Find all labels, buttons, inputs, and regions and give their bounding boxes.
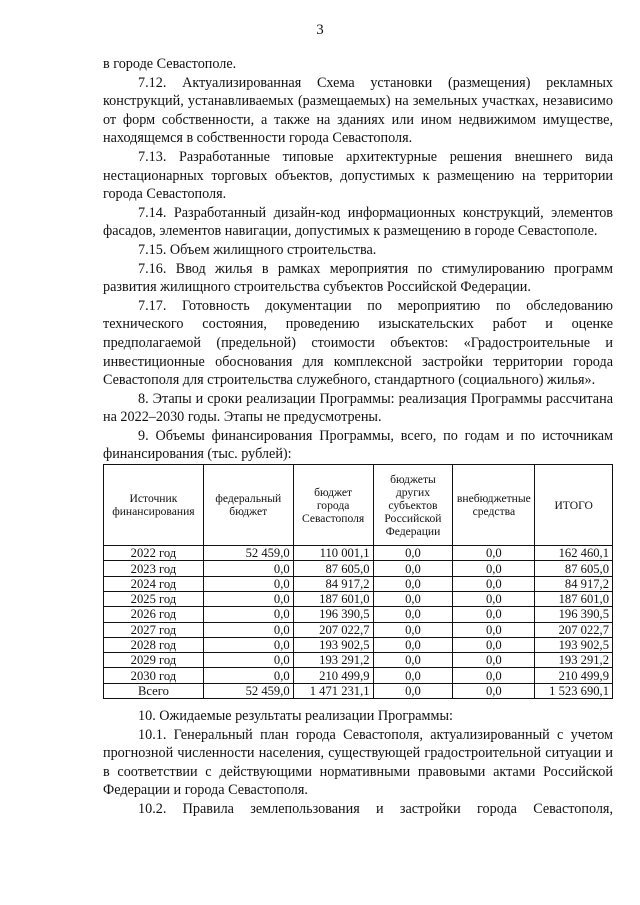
table-cell: 110 001,1 [293, 546, 373, 561]
table-cell: 187 601,0 [535, 591, 613, 606]
table-cell: 1 523 690,1 [535, 683, 613, 698]
table-cell: 0,0 [453, 607, 535, 622]
table-cell: 187 601,0 [293, 591, 373, 606]
table-cell: 0,0 [453, 683, 535, 698]
paragraph-8: 8. Этапы и сроки реализации Программы: реализация Программы рассчитана на 2022–2030 годы. Этапы не предусмотрены. [103, 390, 613, 426]
table-cell: 210 499,9 [293, 668, 373, 683]
table-cell: 196 390,5 [535, 607, 613, 622]
table-cell: 52 459,0 [203, 546, 293, 561]
table-row [104, 668, 613, 683]
paragraph-10: 10. Ожидаемые результаты реализации Программы: [138, 708, 453, 725]
table-cell: 0,0 [373, 637, 453, 652]
table-cell: 0,0 [453, 576, 535, 591]
table-cell: 0,0 [373, 561, 453, 576]
financing-table [103, 464, 613, 699]
table-row-label: 2027 год [104, 622, 204, 637]
table-cell: 0,0 [203, 622, 293, 637]
table-cell: 0,0 [203, 653, 293, 668]
table-row-label: 2029 год [104, 653, 204, 668]
table-row-label: 2022 год [104, 546, 204, 561]
table-cell: 0,0 [453, 637, 535, 652]
paragraph-7-12: 7.12. Актуализированная Схема установки (размещения) рекламных конструкций, устанавливаемых (размещаемых) на земельных участках, независимо от форм собственности, а также на зданиях или ином недвижимом имуществе, находящемся в собственности города Севастополя. [103, 74, 613, 147]
table-cell: 0,0 [453, 622, 535, 637]
table-header-cell: ИТОГО [535, 465, 613, 546]
table-cell: 162 460,1 [535, 546, 613, 561]
table-cell: 87 605,0 [535, 561, 613, 576]
table-cell: 196 390,5 [293, 607, 373, 622]
paragraph-7-13: 7.13. Разработанные типовые архитектурные решения внешнего вида нестационарных торговых объектов, допустимых к размещению на территории города Севастополя. [103, 148, 613, 203]
table-cell: 84 917,2 [535, 576, 613, 591]
table-cell: 0,0 [373, 653, 453, 668]
table-cell: 0,0 [373, 546, 453, 561]
table-cell: 84 917,2 [293, 576, 373, 591]
table-cell: 0,0 [453, 653, 535, 668]
table-row-label: 2026 год [104, 607, 204, 622]
table-cell: 0,0 [373, 576, 453, 591]
document-body [103, 55, 613, 819]
table-row [104, 637, 613, 652]
page-number: 3 [316, 22, 324, 38]
table-cell: 0,0 [373, 607, 453, 622]
paragraph-9: 9. Объемы финансирования Программы, всего, по годам и по источникам финансирования (тыс. рублей): [103, 427, 613, 463]
table-row-label: 2025 год [104, 591, 204, 606]
paragraph-7-15: 7.15. Объем жилищного строительства. [138, 241, 377, 258]
table-row-label: 2024 год [104, 576, 204, 591]
paragraph-7-14: 7.14. Разработанный дизайн-код информационных конструкций, элементов фасадов, элементов навигации, допустимых к размещению в городе Севастополе. [103, 204, 613, 240]
table-row [104, 653, 613, 668]
table-row [104, 576, 613, 591]
table-row [104, 591, 613, 606]
table-cell: 0,0 [203, 607, 293, 622]
table-header-cell: бюджет города Севастополя [293, 465, 373, 546]
paragraph-10-2: 10.2. Правила землепользования и застройки города Севастополя, [138, 801, 613, 817]
table-row [104, 546, 613, 561]
paragraph-10-1: 10.1. Генеральный план города Севастополя, актуализированный с учетом прогнозной численности населения, существующей градостроительной ситуации и в соответствии с действующими нормативными правовыми актами Российской Федерации и города Севастополя. [103, 726, 613, 799]
table-cell: 0,0 [203, 561, 293, 576]
table-row-label: Всего [104, 683, 204, 698]
table-cell: 193 291,2 [535, 653, 613, 668]
table-header-cell: бюджеты других субъектов Российской Федерации [373, 465, 453, 546]
table-cell: 207 022,7 [293, 622, 373, 637]
paragraph-7-17: 7.17. Готовность документации по мероприятию по обследованию технического состояния, проведению изыскательских работ и оценке предполагаемой (предельной) стоимости объектов: «Градостроительные и инвестиционные обоснования для комплексной застройки территории города Севастополя для строительства служебного, стандартного (социального) жилья». [103, 297, 613, 389]
paragraph-7-16: 7.16. Ввод жилья в рамках мероприятия по стимулированию программ развития жилищного строительства субъектов Российской Федерации. [103, 260, 613, 296]
table-cell: 207 022,7 [535, 622, 613, 637]
table-cell: 193 902,5 [293, 637, 373, 652]
table-cell: 0,0 [373, 668, 453, 683]
table-row-label: 2030 год [104, 668, 204, 683]
table-header-cell: федеральный бюджет [203, 465, 293, 546]
table-row [104, 561, 613, 576]
table-cell: 0,0 [453, 561, 535, 576]
table-cell: 1 471 231,1 [293, 683, 373, 698]
table-cell: 0,0 [203, 637, 293, 652]
table-cell: 210 499,9 [535, 668, 613, 683]
table-cell: 0,0 [203, 591, 293, 606]
table-row [104, 683, 613, 698]
table-cell: 0,0 [373, 683, 453, 698]
table-row-label: 2028 год [104, 637, 204, 652]
table-cell: 0,0 [203, 576, 293, 591]
table-cell: 0,0 [453, 591, 535, 606]
table-cell: 0,0 [373, 622, 453, 637]
table-cell: 193 902,5 [535, 637, 613, 652]
table-cell: 193 291,2 [293, 653, 373, 668]
table-header-cell: внебюджетные средства [453, 465, 535, 546]
table-header-cell: Источник финансирования [104, 465, 204, 546]
table-row [104, 607, 613, 622]
table-cell: 0,0 [453, 546, 535, 561]
table-header-row [104, 465, 613, 546]
table-row [104, 622, 613, 637]
table-row-label: 2023 год [104, 561, 204, 576]
paragraph-continuation: в городе Севастополе. [103, 56, 237, 72]
table-cell: 52 459,0 [203, 683, 293, 698]
table-cell: 0,0 [373, 591, 453, 606]
table-cell: 87 605,0 [293, 561, 373, 576]
table-cell: 0,0 [203, 668, 293, 683]
table-cell: 0,0 [453, 668, 535, 683]
